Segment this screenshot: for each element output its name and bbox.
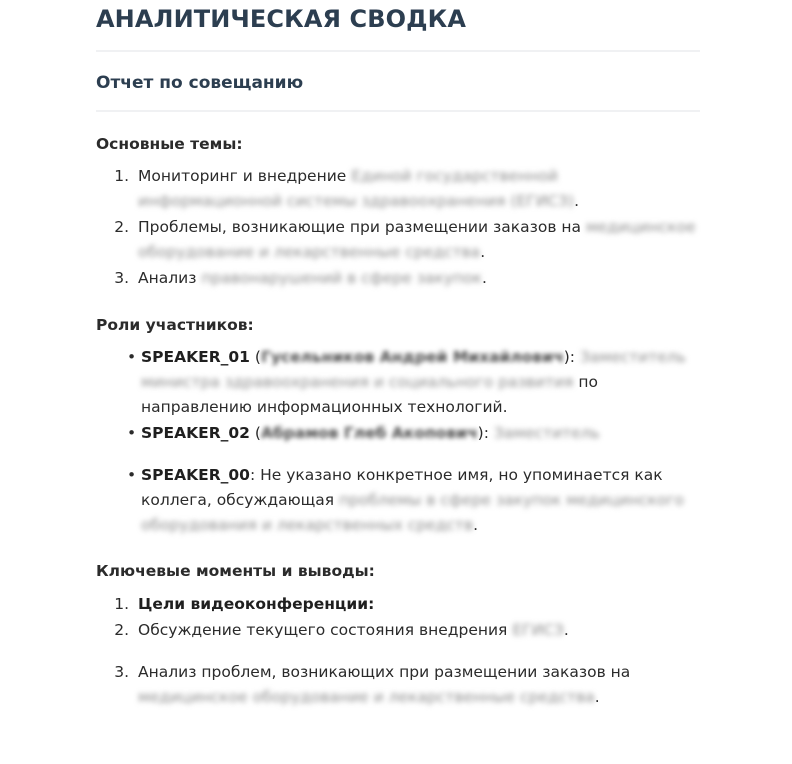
topic-text-visible: Мониторинг и внедрение xyxy=(138,167,352,186)
list-item xyxy=(134,618,700,643)
section-heading-topics: Основные темы: xyxy=(96,134,243,153)
topic-text-visible: Проблемы, возникающие при размещении заказов на xyxy=(138,218,586,237)
redacted-role: проблемы в сфере закупок медицинского оборудования и лекарственных средств xyxy=(141,491,684,535)
speaker-label: SPEAKER_02 xyxy=(141,424,250,443)
topics-list xyxy=(96,154,700,292)
redacted-role: Заместитель xyxy=(493,424,600,443)
role-tail: . xyxy=(473,516,479,535)
redacted-text: медицинское оборудование и лекарственные средства xyxy=(138,687,595,706)
redacted-text: ЕГИСЗ xyxy=(512,620,564,639)
paren-close: ): xyxy=(563,347,580,366)
list-item xyxy=(134,266,700,291)
redacted-text: Единой государственной информационной системы здравоохранения (ЕГИСЗ) xyxy=(138,167,575,211)
redacted-name: Гусельников Андрей Михайлович xyxy=(260,347,564,366)
key-point-visible: Обсуждение текущего состояния внедрения xyxy=(138,620,513,639)
key-point-suffix: . xyxy=(563,620,569,639)
list-item xyxy=(127,421,700,446)
key-point-bold: Цели видеоконференции: xyxy=(138,594,375,613)
redacted-text: правонарушений в сфере закупок xyxy=(201,269,482,288)
role-tail: по направлению информационных технологий. xyxy=(141,372,598,416)
page-title: АНАЛИТИЧЕСКАЯ СВОДКА xyxy=(96,5,467,33)
list-item xyxy=(134,215,700,265)
paren-open: ( xyxy=(249,347,261,366)
paren-close: ): xyxy=(477,424,494,443)
section-heading-roles: Роли участников: xyxy=(96,315,254,334)
paren-close: : Не указано конкретное имя, но упоминается как коллега, обсуждающая xyxy=(141,466,663,510)
report-subtitle: Отчет по совещанию xyxy=(96,72,304,93)
speaker-label: SPEAKER_01 xyxy=(141,347,250,366)
redacted-name: Абрамов Глеб Акопович xyxy=(260,424,478,443)
key-point-suffix: . xyxy=(594,687,600,706)
speaker-label: SPEAKER_00 xyxy=(141,466,250,485)
redacted-text: медицинское оборудование и лекарственные средства xyxy=(138,218,696,262)
list-item xyxy=(127,463,700,538)
key-points-list xyxy=(96,582,700,710)
list-item xyxy=(134,660,700,710)
topic-text-suffix: . xyxy=(480,243,486,262)
roles-list xyxy=(96,335,700,539)
list-item xyxy=(134,164,700,214)
key-point-visible: Анализ проблем, возникающих при размещении заказов на xyxy=(138,662,631,681)
topic-text-visible: Анализ xyxy=(138,269,202,288)
paren-open: ( xyxy=(249,424,261,443)
redacted-role: Заместитель министра здравоохранения и социального развития xyxy=(141,347,686,391)
list-item xyxy=(134,592,700,617)
topic-text-suffix: . xyxy=(481,269,487,288)
list-item xyxy=(127,345,700,420)
section-heading-key-points: Ключевые моменты и выводы: xyxy=(96,562,375,581)
topic-text-suffix: . xyxy=(574,192,580,211)
